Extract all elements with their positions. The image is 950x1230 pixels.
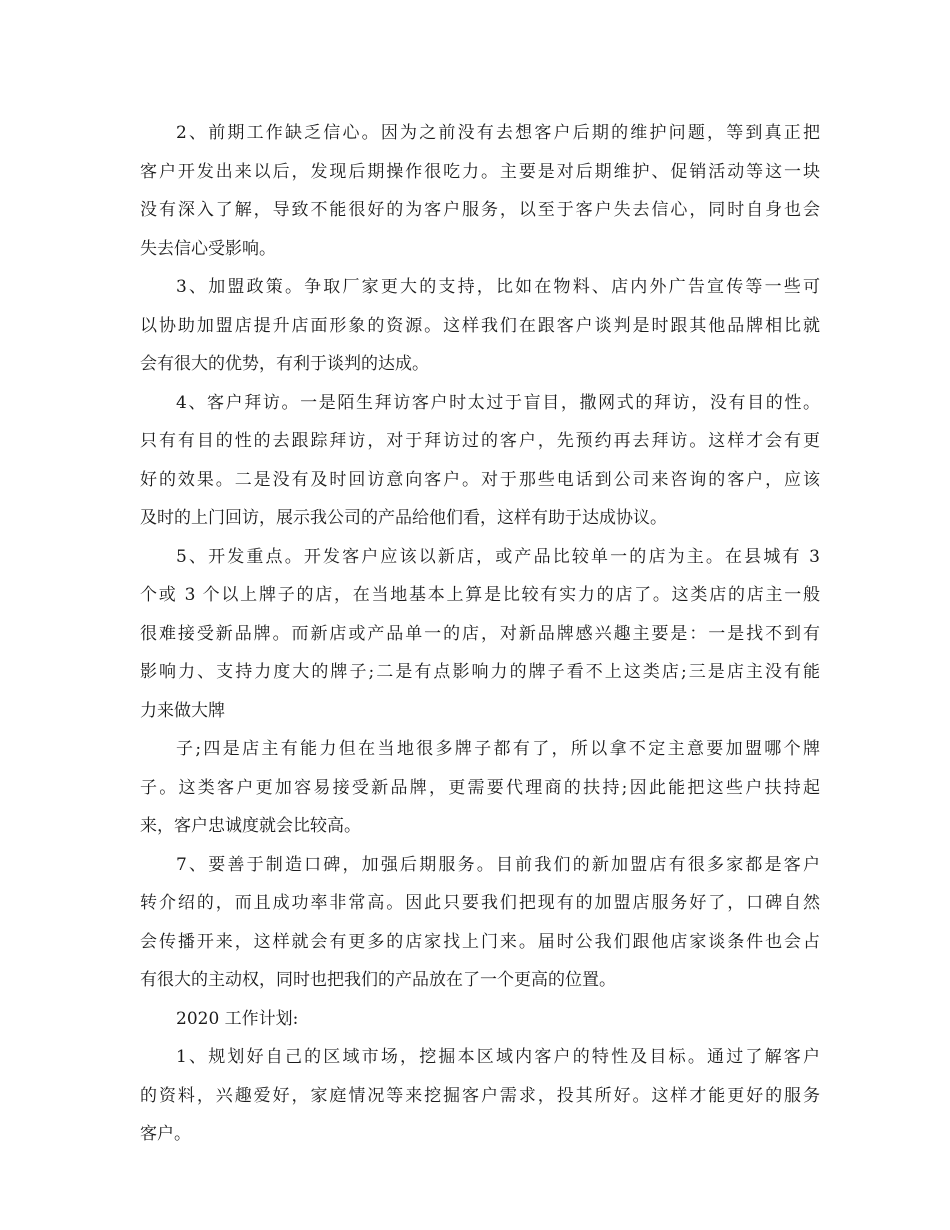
- text-line: 及时的上门回访，展示我公司的产品给他们看，这样有助于达成协议。: [140, 508, 667, 528]
- text-line: 以协助加盟店提升店面形象的资源。这样我们在跟客户谈判是时跟其他品牌相比就: [140, 315, 820, 336]
- paragraph-franchise-policy: [140, 268, 820, 384]
- text-line: 没有深入了解，导致不能很好的为客户服务，以至于客户失去信心，同时自身也会: [140, 200, 820, 220]
- text-line: 3、加盟政策。争取厂家更大的支持，比如在物料、店内外广告宣传等一些可: [176, 277, 820, 297]
- text-line: 会传播开来，这样就会有更多的店家找上门来。届时公我们跟他店家谈条件也会占: [140, 931, 820, 952]
- text-line: 1、规划好自己的区域市场，挖掘本区域内客户的特性及目标。通过了解客户: [176, 1047, 820, 1067]
- text-line: 失去信心受影响。: [140, 238, 276, 259]
- text-line: 转介绍的，而且成功率非常高。因此只要我们把现有的加盟店服务好了，口碑自然: [140, 893, 820, 913]
- text-line: 客户开发出来以后，发现后期操作很吃力。主要是对后期维护、促销活动等这一块: [140, 161, 820, 182]
- text-line: 来，客户忠诚度就会比较高。: [140, 816, 361, 836]
- paragraph-regional-market: [140, 1038, 820, 1154]
- text-line: 7、要善于制造口碑，加强后期服务。目前我们的新加盟店有很多家都是客户: [176, 854, 820, 875]
- section-heading-work-plan: [140, 1000, 820, 1039]
- text-line: 的资料，兴趣爱好，家庭情况等来挖掘客户需求，投其所好。这样才能更好的服务: [140, 1085, 820, 1106]
- paragraph-continuation: [140, 730, 820, 846]
- text-line: 4、客户拜访。一是陌生拜访客户时太过于盲目，撒网式的拜访，没有目的性。: [176, 392, 820, 413]
- text-line: 子;四是店主有能力但在当地很多牌子都有了，所以拿不定主意要加盟哪个牌: [176, 739, 820, 759]
- text-line: 很难接受新品牌。而新店或产品单一的店，对新品牌感兴趣主要是：一是找不到有: [140, 623, 820, 644]
- text-line: 5、开发重点。开发客户应该以新店，或产品比较单一的店为主。在县城有 3: [176, 546, 820, 567]
- document-body: [140, 114, 820, 1154]
- heading-line: 2020 工作计划:: [176, 1008, 299, 1029]
- text-line: 个或 3 个以上牌子的店，在当地基本上算是比较有实力的店了。这类店的店主一般: [140, 585, 820, 605]
- text-line: 只有有目的性的去跟踪拜访，对于拜访过的客户，先预约再去拜访。这样才会有更: [140, 431, 820, 451]
- paragraph-word-of-mouth: [140, 846, 820, 1000]
- text-line: 影响力、支持力度大的牌子;二是有点影响力的牌子看不上这类店;三是店主没有能: [140, 662, 820, 682]
- text-line: 有很大的主动权，同时也把我们的产品放在了一个更高的位置。: [140, 970, 616, 990]
- paragraph-customer-visits: [140, 384, 820, 538]
- paragraph-development-focus: [140, 538, 820, 731]
- text-line: 好的效果。二是没有及时回访意向客户。对于那些电话到公司来咨询的客户，应该: [140, 469, 820, 490]
- text-line: 客户。: [140, 1124, 191, 1144]
- paragraph-sales-confidence: [140, 114, 820, 268]
- text-line: 2、前期工作缺乏信心。因为之前没有去想客户后期的维护问题，等到真正把: [176, 123, 820, 143]
- text-line: 子。这类客户更加容易接受新品牌，更需要代理商的扶持;因此能把这些户扶持起: [140, 777, 820, 798]
- text-line: 会有很大的优势，有利于谈判的达成。: [140, 354, 429, 374]
- text-line: 力来做大牌: [140, 700, 225, 721]
